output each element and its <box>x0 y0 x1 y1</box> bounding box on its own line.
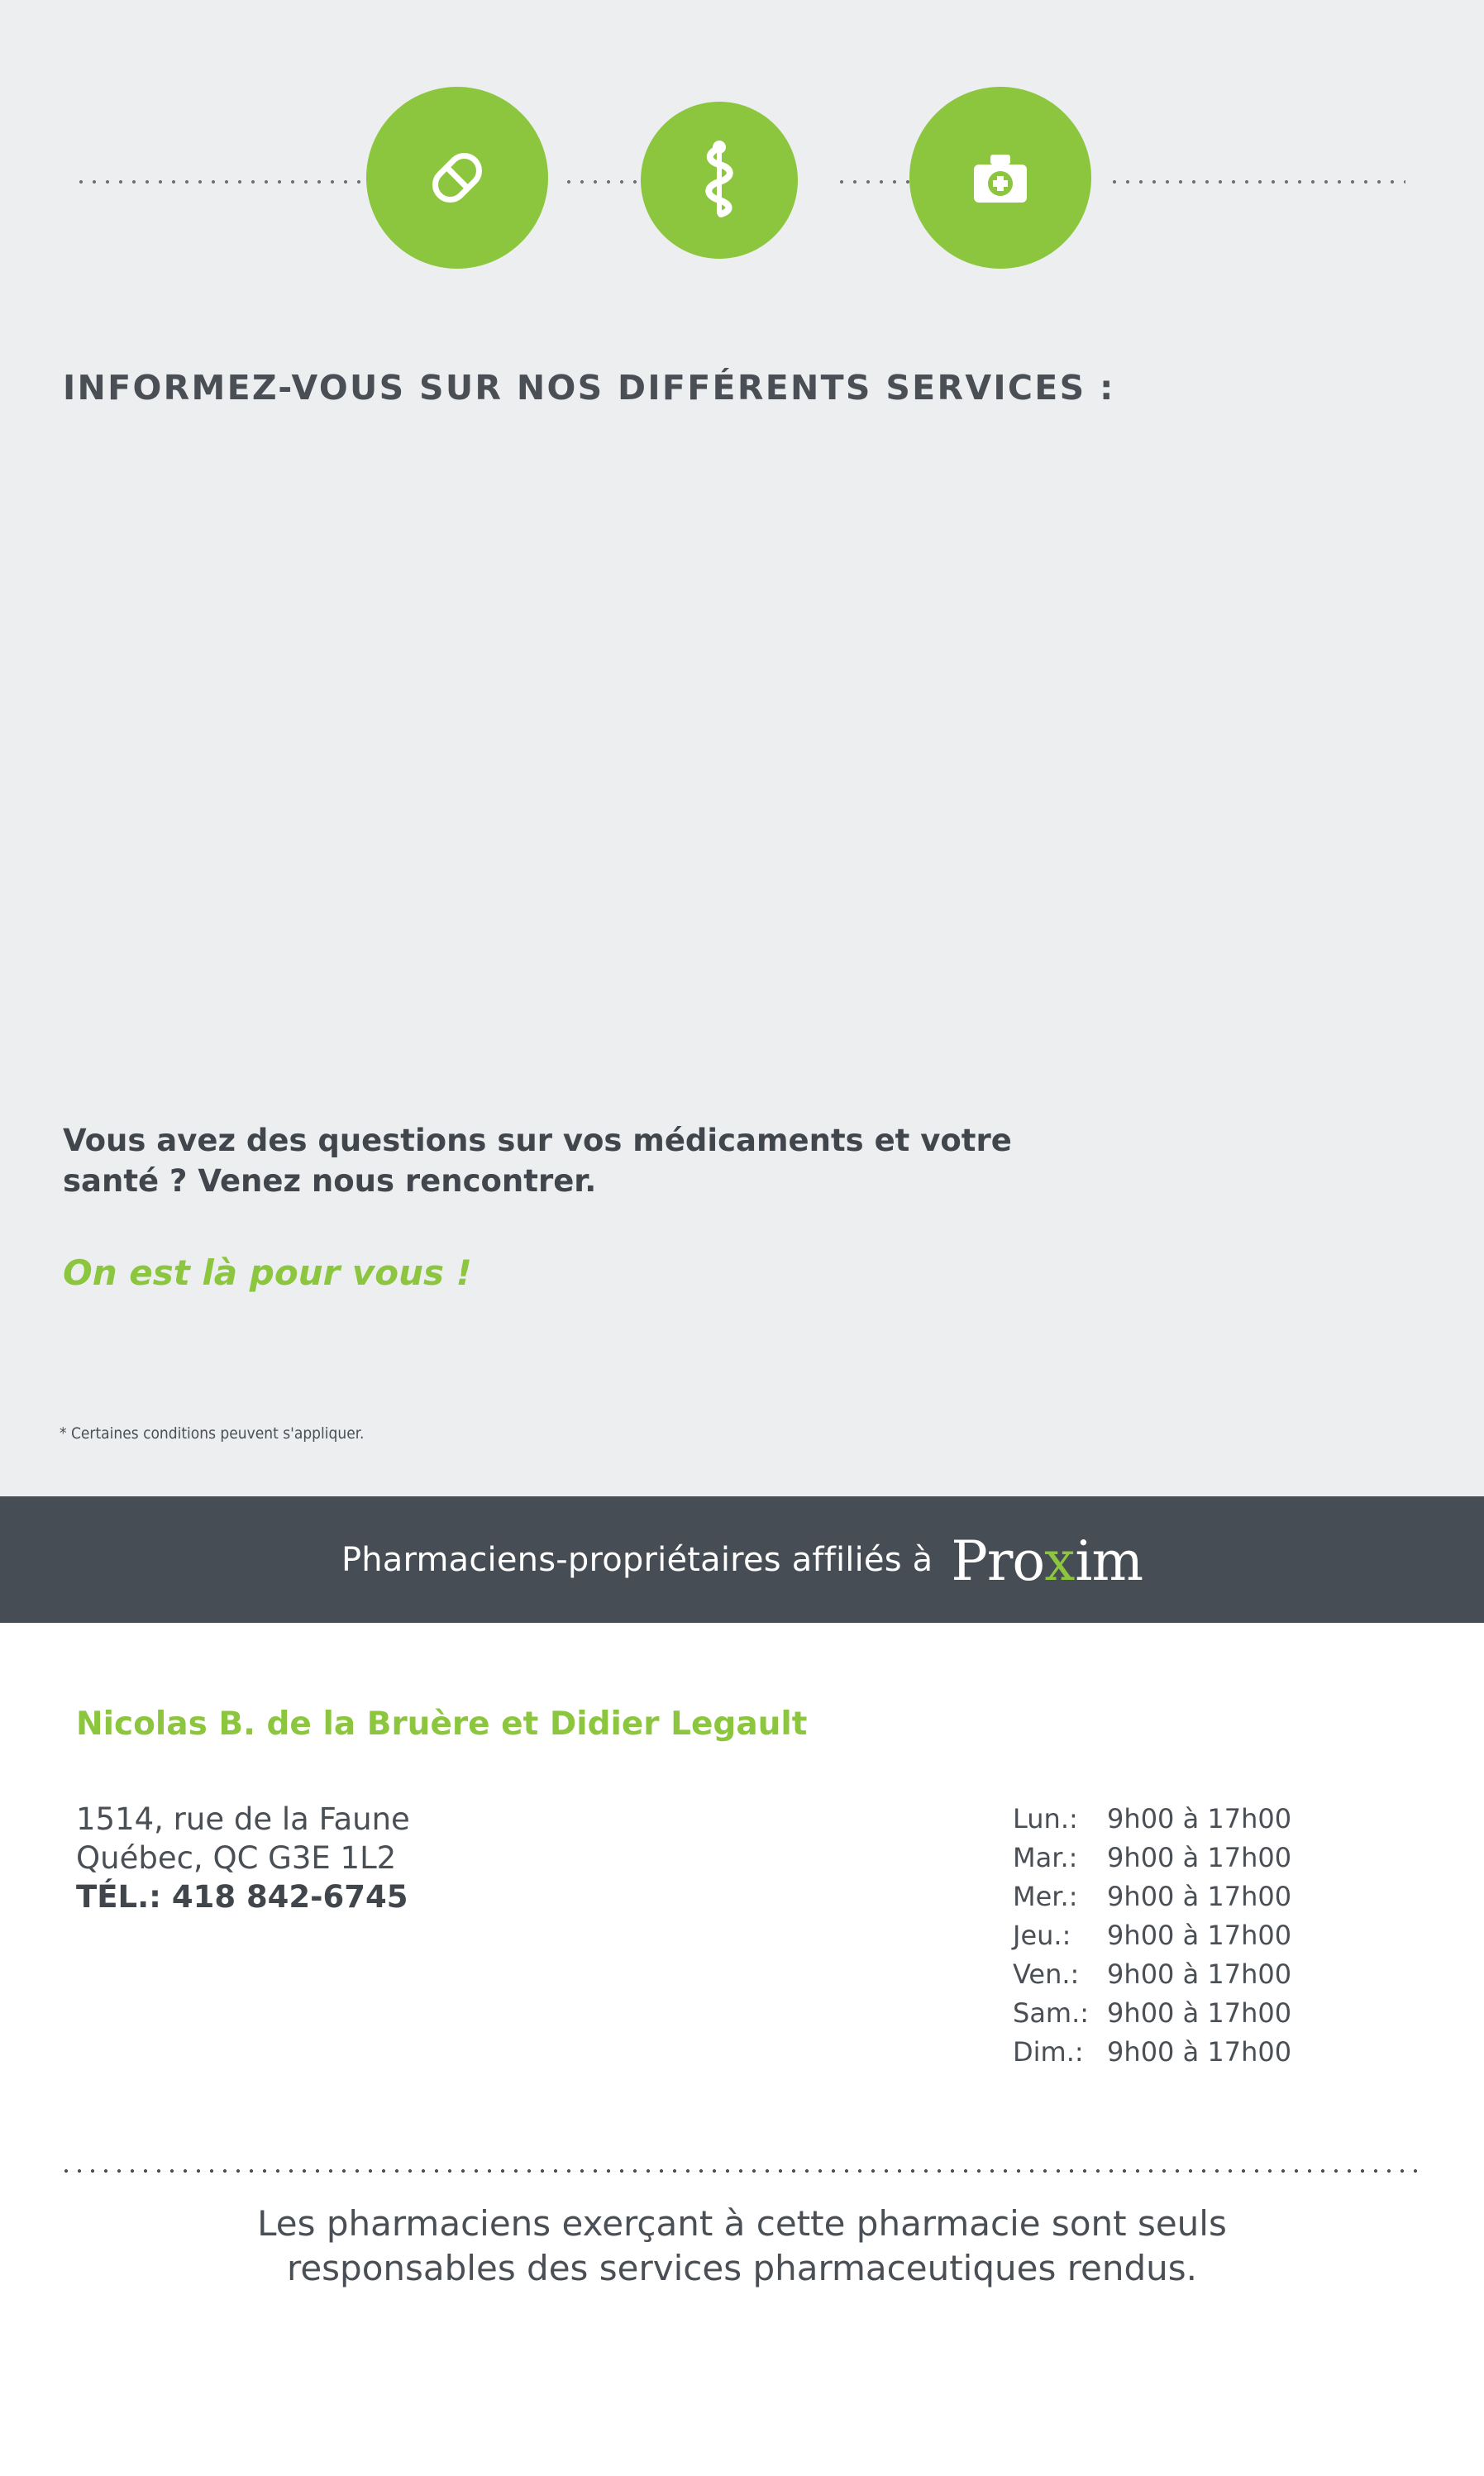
pharmacy-info-panel <box>0 1623 1484 2476</box>
footnote: * Certaines conditions peuvent s'appliquer. <box>60 1424 365 1443</box>
dotted-rule-middle-2 <box>835 179 909 184</box>
address-line-1: 1514, rue de la Faune <box>76 1801 410 1837</box>
hours-row <box>1013 1958 1291 1997</box>
hours-value: 9h00 à 17h00 <box>1107 1997 1292 2029</box>
proxim-logo-part1: Pro <box>951 1529 1045 1593</box>
tagline: On est là pour vous ! <box>63 1252 472 1293</box>
hours-row <box>1013 1997 1291 2036</box>
hours-day: Lun.: <box>1013 1803 1078 1834</box>
disclaimer-line-2: responsables des services pharmaceutiques rendus. <box>286 2247 1198 2288</box>
hours-row <box>1013 1920 1291 1958</box>
dotted-rule-right <box>1108 179 1405 184</box>
hours-row <box>1013 1881 1291 1920</box>
hours-day: Mer.: <box>1013 1881 1078 1912</box>
pharmacy-address <box>76 1801 410 1917</box>
icon-strip <box>0 87 1484 277</box>
legal-disclaimer <box>0 2202 1484 2291</box>
proxim-logo-part2: im <box>1075 1529 1143 1593</box>
hours-value: 9h00 à 17h00 <box>1107 1958 1292 1990</box>
hours-value: 9h00 à 17h00 <box>1107 1920 1292 1951</box>
hours-day: Jeu.: <box>1013 1920 1071 1951</box>
affiliation-text: Pharmaciens-propriétaires affiliés à <box>341 1540 933 1579</box>
question-text <box>63 1120 1386 1201</box>
first-aid-kit-icon <box>909 87 1091 269</box>
hours-row <box>1013 2036 1291 2075</box>
hours-row <box>1013 1842 1291 1881</box>
hours-value: 9h00 à 17h00 <box>1107 1881 1292 1912</box>
hours-value: 9h00 à 17h00 <box>1107 1842 1292 1873</box>
hours-day: Mar.: <box>1013 1842 1078 1873</box>
hours-row <box>1013 1803 1291 1842</box>
question-line-2: santé ? Venez nous rencontrer. <box>63 1163 597 1200</box>
pill-icon <box>366 87 548 269</box>
address-line-2: Québec, QC G3E 1L2 <box>76 1839 397 1876</box>
affiliation-band <box>0 1496 1484 1623</box>
proxim-logo <box>951 1529 1143 1593</box>
question-line-1: Vous avez des questions sur vos médicaments et votre <box>63 1123 1012 1158</box>
hours-value: 9h00 à 17h00 <box>1107 2036 1292 2068</box>
hours-day: Dim.: <box>1013 2036 1084 2068</box>
pharmacy-owners: Nicolas B. de la Bruère et Didier Legault <box>76 1706 808 1743</box>
page-title: INFORMEZ-VOUS SUR NOS DIFFÉRENTS SERVICES : <box>63 368 1115 408</box>
proxim-logo-x: x <box>1044 1529 1076 1593</box>
dotted-rule-middle-1 <box>562 179 637 184</box>
caduceus-icon <box>641 102 798 259</box>
hours-day: Sam.: <box>1013 1997 1090 2029</box>
disclaimer-line-1: Les pharmaciens exerçant à cette pharmacie sont seuls <box>257 2203 1227 2244</box>
dotted-divider <box>60 2168 1424 2173</box>
hours-day: Ven.: <box>1013 1958 1080 1990</box>
phone-number: TÉL.: 418 842-6745 <box>76 1878 408 1915</box>
dotted-rule-left <box>74 179 368 184</box>
hours-value: 9h00 à 17h00 <box>1107 1803 1292 1834</box>
opening-hours <box>1013 1803 1291 2075</box>
